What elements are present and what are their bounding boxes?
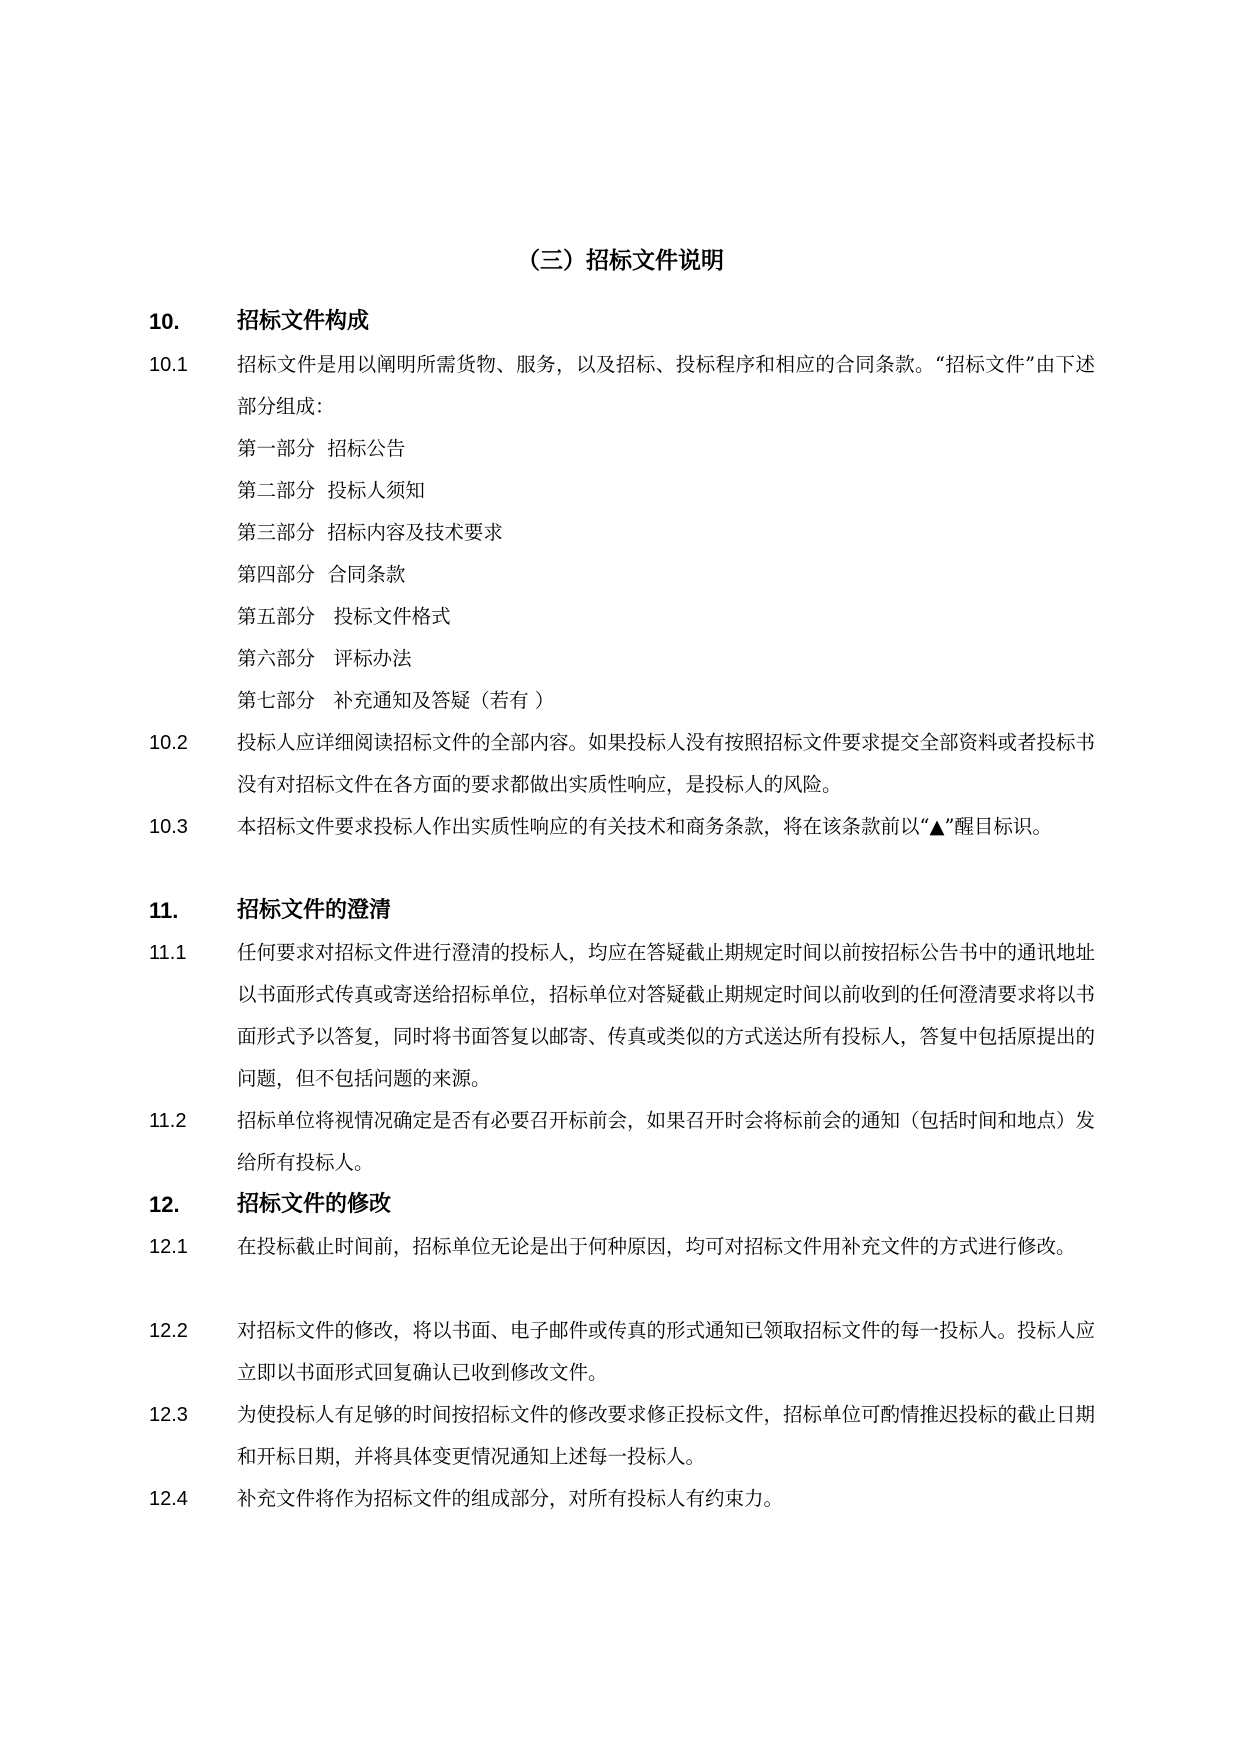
clause-text: 为使投标人有足够的时间按招标文件的修改要求修正投标文件，招标单位可酌情推迟投标的截止日期和开标日期，并将具体变更情况通知上述每一投标人。	[237, 1403, 1096, 1468]
heading-text: 招标文件构成	[237, 309, 370, 334]
section-title: （三）招标文件说明	[517, 248, 724, 274]
part-item-3: 第三部分 招标内容及技术要求	[237, 521, 503, 544]
part-item-1: 第一部分 招标公告	[237, 437, 406, 460]
clause-number: 12.3	[149, 1404, 188, 1426]
clause-number: 12.1	[149, 1236, 188, 1258]
part-item-4: 第四部分 合同条款	[237, 563, 406, 586]
part-item-5: 第五部分 投标文件格式	[237, 605, 451, 628]
heading-number: 10.	[149, 309, 180, 334]
clause-text: 本招标文件要求投标人作出实质性响应的有关技术和商务条款，将在该条款前以“▲”醒目标识。	[237, 815, 1052, 838]
heading-number: 12.	[149, 1192, 180, 1217]
clause-number: 11.2	[149, 1110, 187, 1132]
clause-number: 12.4	[149, 1488, 188, 1510]
part-item-6: 第六部分 评标办法	[237, 647, 412, 670]
part-item-7: 第七部分 补充通知及答疑（若有 ）	[237, 689, 555, 712]
heading-text: 招标文件的澄清	[237, 898, 392, 923]
heading-number: 11.	[149, 898, 179, 923]
clause-text: 补充文件将作为招标文件的组成部分，对所有投标人有约束力。	[237, 1487, 784, 1510]
heading-text: 招标文件的修改	[237, 1192, 392, 1217]
clause-number: 10.1	[149, 354, 188, 376]
clause-text: 招标文件是用以阐明所需货物、服务，以及招标、投标程序和相应的合同条款。“招标文件”由下述部分组成：	[237, 353, 1095, 418]
clause-text: 招标单位将视情况确定是否有必要召开标前会，如果召开时会将标前会的通知（包括时间和地点）发给所有投标人。	[237, 1109, 1096, 1174]
clause-text: 任何要求对招标文件进行澄清的投标人，均应在答疑截止期规定时间以前按招标公告书中的通讯地址以书面形式传真或寄送给招标单位，招标单位对答疑截止期规定时间以前收到的任何澄清要求将以书面形式予以答复，同时将书面答复以邮寄、传真或类似的方式送达所有投标人，答复中包括原提出的问题，但不包括问题的来源。	[237, 941, 1096, 1090]
clause-number: 12.2	[149, 1320, 188, 1342]
clause-number: 10.2	[149, 732, 188, 754]
part-item-2: 第二部分 投标人须知	[237, 479, 425, 502]
clause-text: 对招标文件的修改，将以书面、电子邮件或传真的形式通知已领取招标文件的每一投标人。投标人应立即以书面形式回复确认已收到修改文件。	[237, 1319, 1096, 1384]
clause-text: 在投标截止时间前，招标单位无论是出于何种原因，均可对招标文件用补充文件的方式进行修改。	[237, 1235, 1076, 1258]
clause-text: 投标人应详细阅读招标文件的全部内容。如果投标人没有按照招标文件要求提交全部资料或者投标书没有对招标文件在各方面的要求都做出实质性响应，是投标人的风险。	[237, 731, 1096, 796]
clause-number: 10.3	[149, 816, 188, 838]
clause-number: 11.1	[149, 942, 187, 964]
